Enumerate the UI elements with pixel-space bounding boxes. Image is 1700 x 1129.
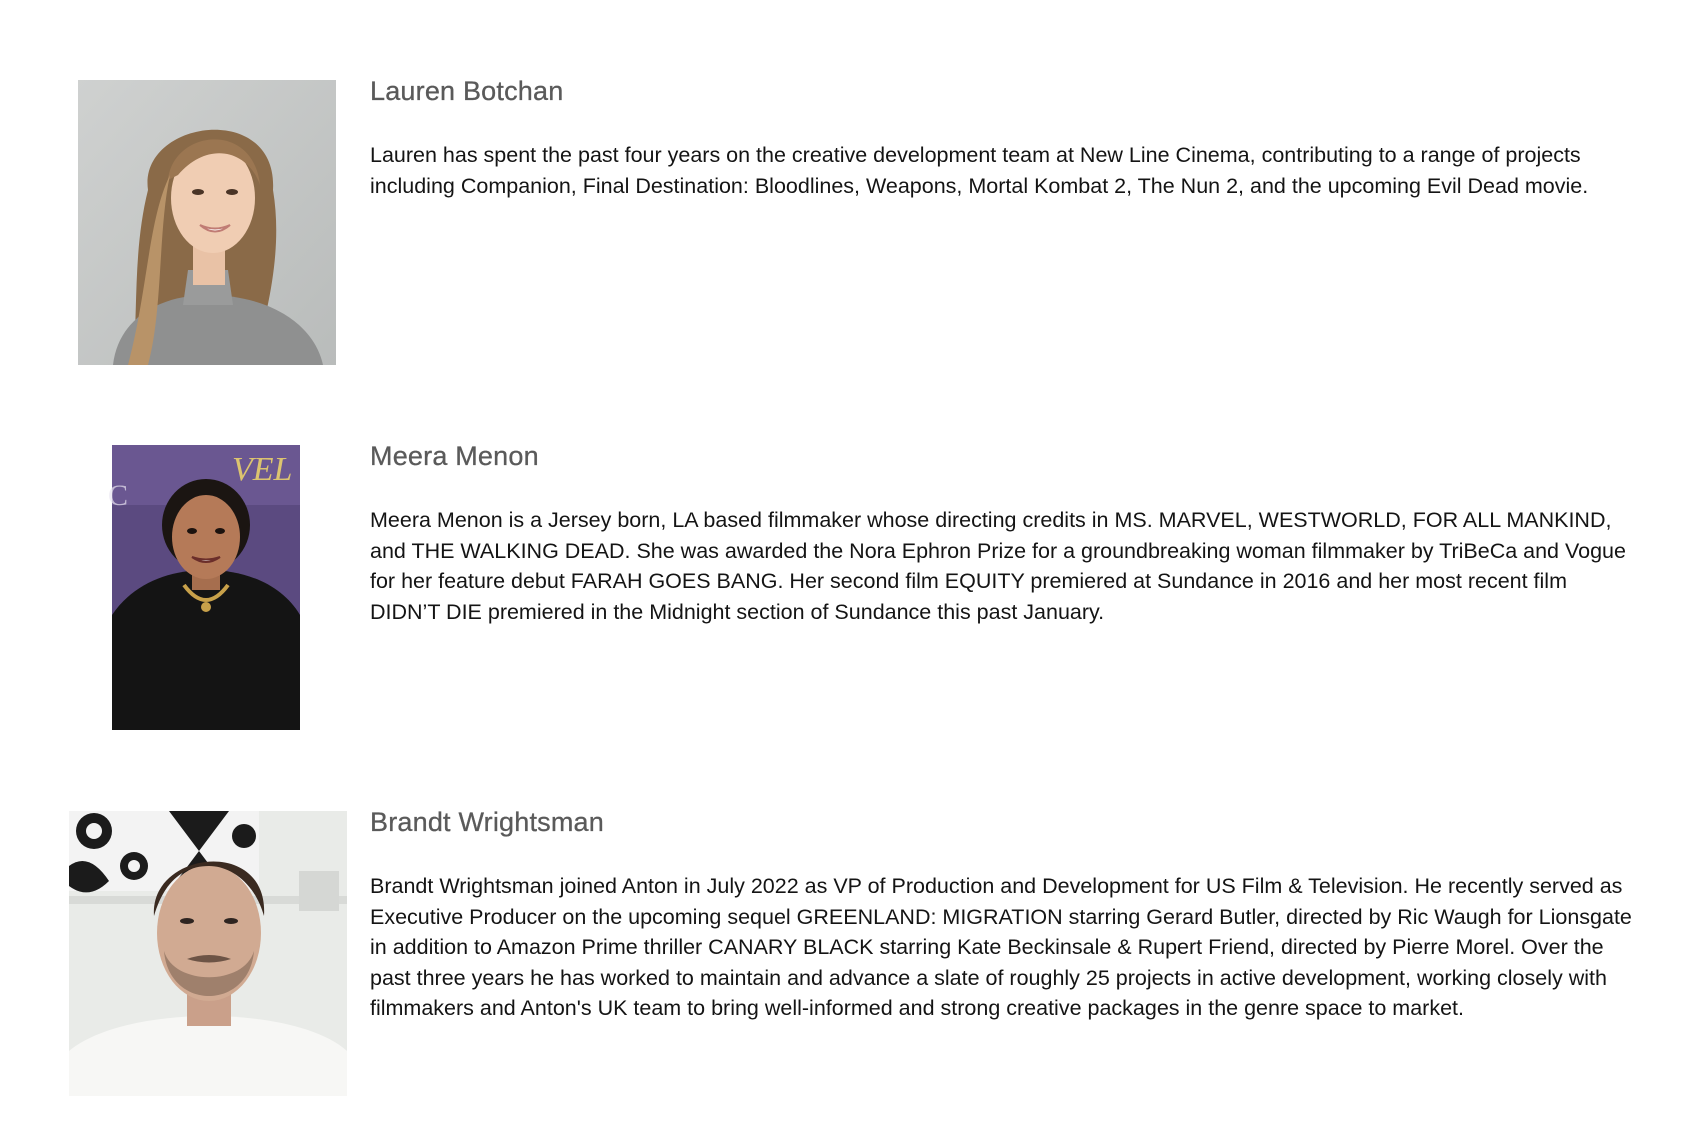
- portrait-photo: [78, 80, 336, 365]
- person-name: Brandt Wrightsman: [370, 807, 604, 837]
- svg-text:C: C: [108, 479, 129, 512]
- portrait-photo: [69, 811, 347, 1096]
- svg-text:VEL: VEL: [232, 451, 293, 488]
- person-bio: Meera Menon is a Jersey born, LA based filmmaker whose directing credits in MS. MARVEL, WESTWORLD, FOR ALL MANKIND, and THE WALKING DEAD. She was awarded the Nora Ephron Prize for a groundbreaking woman filmmaker by TriBeCa and Vogue for her feature debut FARAH GOES BANG. Her second film EQUITY premiered at Sundance in 2016 and her most recent film DIDN’T DIE premiered in the Midnight section of Sundance this past January.: [370, 508, 1626, 624]
- person-bio: Brandt Wrightsman joined Anton in July 2022 as VP of Production and Development for US Film & Television. He recently served as Executive Producer on the upcoming sequel GREENLAND: MIGRATION starring Gerard Butler, directed by Ric Waugh for Lionsgate in addition to Amazon Prime thriller CANARY BLACK starring Kate Beckinsale & Rupert Friend, directed by Pierre Morel. Over the past three years he has worked to maintain and advance a slate of roughly 25 projects in active development, working closely with filmmakers and Anton's UK team to bring well-informed and strong creative packages in the genre space to market.: [370, 874, 1632, 1021]
- person-name: Lauren Botchan: [370, 76, 564, 106]
- person-bio: Lauren has spent the past four years on the creative development team at New Line Cinema, contributing to a range of projects including Companion, Final Destination: Bloodlines, Weapons, Mortal Kombat 2, The Nun 2, and the upcoming Evil Dead movie.: [370, 143, 1589, 198]
- portrait-photo: [108, 445, 300, 730]
- person-name: Meera Menon: [370, 441, 539, 471]
